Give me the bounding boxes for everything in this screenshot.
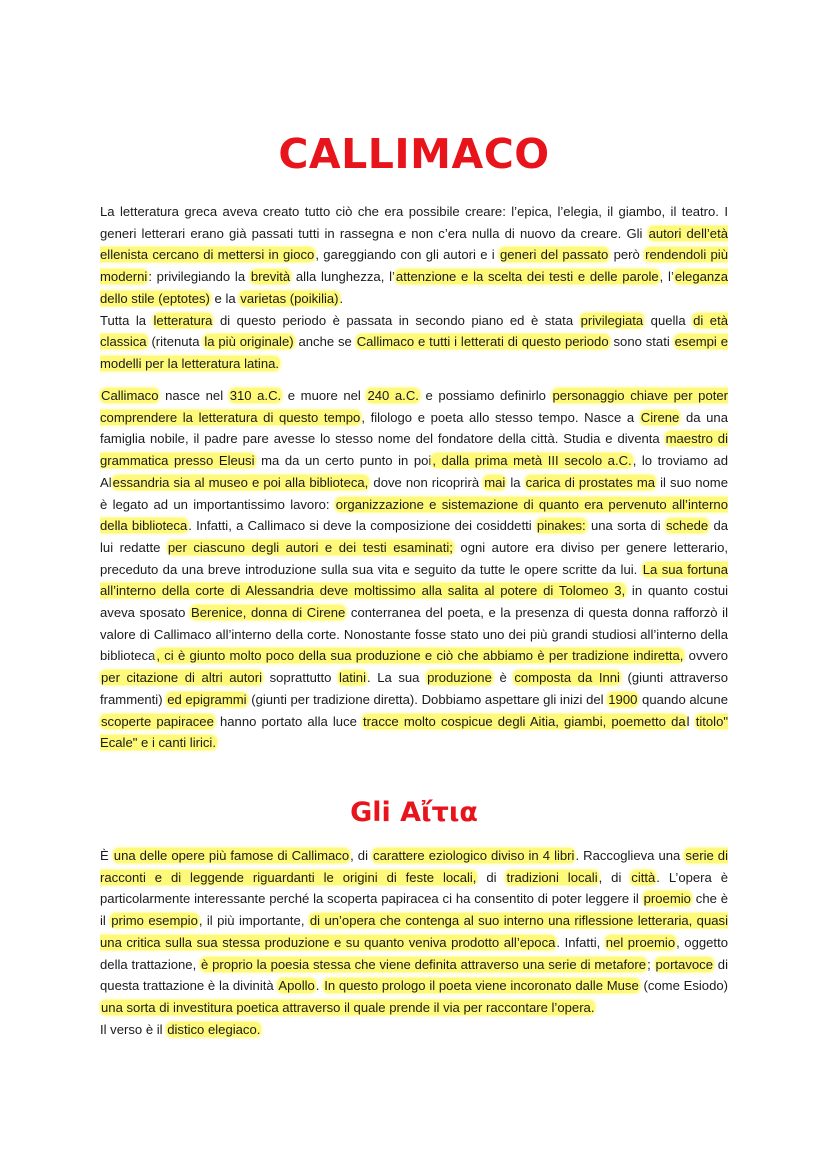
highlighted-text: autori dell’età ellenista cercano di mettersi in gioco bbox=[100, 225, 728, 263]
text-run: la bbox=[506, 474, 525, 490]
highlighted-text: esempi e modelli per la letteratura latina. bbox=[100, 334, 728, 371]
highlighted-text: personaggio chiave per poter comprendere la letteratura di questo tempo bbox=[100, 388, 729, 425]
text-run: , di bbox=[598, 869, 631, 885]
highlighted-text: attenzione e la scelta dei testi e delle parole bbox=[395, 269, 659, 285]
text-run: hanno portato alla luce bbox=[214, 713, 363, 729]
text-run: (giunti attraverso frammenti) bbox=[100, 670, 729, 707]
paragraph bbox=[100, 201, 728, 310]
text-run: sono stati bbox=[609, 334, 674, 350]
highlighted-text: tradizioni locali bbox=[506, 869, 598, 885]
highlighted-text: essandria sia al museo e poi alla biblioteca, bbox=[112, 474, 369, 490]
highlighted-text: latini bbox=[339, 670, 366, 686]
highlighted-text: 1900 bbox=[608, 691, 638, 707]
highlighted-text: rendendoli più moderni bbox=[100, 247, 728, 285]
text-run: di questo periodo è passata in secondo piano ed è stata bbox=[213, 312, 580, 328]
highlighted-text: nel proemio bbox=[605, 934, 676, 950]
text-run: (ritenuta bbox=[147, 334, 204, 350]
highlighted-text: carattere eziologico diviso in 4 libri bbox=[373, 848, 575, 863]
text-run: però bbox=[609, 247, 645, 263]
highlighted-text: eleganza dello stile (eptotes) bbox=[100, 269, 729, 306]
text-run: Il verso è il bbox=[100, 1021, 167, 1037]
highlighted-text: 310 a.C. bbox=[229, 388, 282, 403]
highlighted-text: Cirene bbox=[640, 409, 680, 425]
text-run: anche se bbox=[294, 334, 356, 350]
text-run: quella bbox=[644, 312, 693, 328]
highlighted-text: 240 a.C. bbox=[367, 388, 419, 403]
highlighted-text: letteratura bbox=[153, 312, 213, 328]
highlighted-text: In questo prologo il poeta viene incoronato dalle Muse bbox=[324, 978, 639, 994]
text-run: e la bbox=[210, 290, 240, 306]
text-run: nasce nel bbox=[159, 388, 229, 403]
highlighted-text: maestro di grammatica presso Eleusi bbox=[100, 431, 728, 469]
highlighted-text: portavoce bbox=[655, 956, 714, 972]
text-run: (come Esiodo) bbox=[639, 978, 729, 994]
highlighted-text: generi del passato bbox=[499, 247, 609, 263]
section-title: Gli Aἴτια bbox=[350, 797, 478, 828]
text-run: l bbox=[686, 713, 695, 729]
highlighted-text: per citazione di altri autori bbox=[101, 670, 262, 686]
highlighted-text: La sua fortuna all’interno della corte di Alessandria deve moltissimo alla salita al potere di Tolomeo 3, bbox=[100, 561, 728, 599]
text-run: ogni autore era diviso per genere letterario, preceduto da una breve introduzione sulla sua vita e seguito da tutte le opere scritte da lui. bbox=[100, 539, 729, 577]
highlighted-text: distico elegiaco. bbox=[167, 1021, 261, 1037]
text-run: , filologo e poeta allo stesso tempo. Nasce a bbox=[361, 409, 640, 425]
highlighted-text: ed epigrammi bbox=[167, 691, 247, 707]
highlighted-text: di un’opera che contenga al suo interno una riflessione letteraria, quasi una critica sulla sua stessa produzione e su quanto veniva prodotto all’epoca bbox=[100, 913, 728, 950]
highlighted-text: Callimaco bbox=[101, 388, 159, 403]
text-run: (giunti per tradizione diretta). Dobbiamo aspettare gli inizi del bbox=[247, 691, 608, 707]
text-run: . L’opera è particolarmente interessante perché la scoperta papiracea ci ha consentito di poter leggere il bbox=[100, 869, 728, 907]
highlighted-text: Callimaco e tutti i letterati di questo periodo bbox=[356, 334, 609, 350]
paragraph bbox=[100, 385, 728, 754]
highlighted-text: privilegiata bbox=[580, 312, 644, 328]
text-run: . Infatti, a Callimaco si deve la composizione dei cosiddetti bbox=[188, 518, 536, 534]
highlighted-text: Berenice, donna di Cirene bbox=[191, 605, 346, 621]
highlighted-text: , ci è giunto molto poco della sua produzione e ciò che abbiamo è per tradizione indiretta, bbox=[156, 648, 684, 664]
text-run: : privilegiando la bbox=[148, 269, 250, 285]
text-run: , l’ bbox=[659, 269, 674, 285]
text-run: . Infatti, bbox=[556, 934, 605, 950]
text-run: soprattutto bbox=[263, 670, 339, 686]
paragraph bbox=[100, 845, 728, 1019]
text-run: , gareggiando con gli autori e i bbox=[315, 247, 499, 263]
highlighted-text: , dalla prima metà III secolo a.C. bbox=[432, 453, 632, 469]
highlighted-text: scoperte papiracee bbox=[101, 713, 214, 729]
text-run: in quanto costui aveva sposato bbox=[100, 583, 729, 621]
text-run: Tutta la bbox=[100, 312, 153, 328]
text-run: . bbox=[315, 978, 324, 994]
text-run: e muore nel bbox=[282, 388, 367, 403]
highlighted-text: serie di racconti e di leggende riguardanti le origini di feste locali, bbox=[100, 848, 729, 885]
highlighted-text: brevità bbox=[250, 269, 291, 285]
text-run: . La sua bbox=[366, 670, 427, 686]
text-run: È bbox=[100, 848, 113, 863]
text-run: alla lunghezza, l’ bbox=[291, 269, 395, 285]
text-run: ovvero bbox=[684, 648, 728, 664]
highlighted-text: carica di prostates ma bbox=[525, 474, 656, 490]
text-run: , oggetto della trattazione, bbox=[100, 934, 728, 972]
highlighted-text: pinakes: bbox=[536, 518, 586, 534]
intro-section bbox=[100, 201, 728, 375]
text-run: ; bbox=[647, 956, 655, 972]
text-run: di questa trattazione è la divinità bbox=[100, 956, 728, 994]
aitia-section bbox=[100, 845, 728, 1040]
highlighted-text: primo esempio bbox=[111, 913, 198, 929]
text-run: una sorta di bbox=[586, 518, 665, 534]
text-run: è bbox=[492, 670, 514, 686]
highlighted-text: una sorta di investitura poetica attraverso il quale prende il via per raccontare l’opera. bbox=[101, 999, 595, 1015]
highlighted-text: la più originale) bbox=[204, 334, 294, 350]
highlighted-text: per ciascuno degli autori e dei testi esaminati; bbox=[167, 539, 453, 555]
highlighted-text: città bbox=[631, 869, 656, 885]
text-run: da una famiglia nobile, il padre pare avesse lo stesso nome del fondatore della città. Studia e diventa bbox=[100, 409, 729, 447]
highlighted-text: mai bbox=[484, 474, 506, 490]
highlighted-text: titolo" Ecale" e i canti lirici. bbox=[100, 713, 728, 751]
text-run: ma da un certo punto in poi bbox=[255, 453, 432, 469]
text-run: . bbox=[339, 290, 344, 306]
text-run: che è il bbox=[100, 891, 728, 929]
text-run: conterranea del poeta, e la presenza di questa donna rafforzò il valore di Callimaco all’interno della corte. Nonostante fosse stato uno dei più grandi studiosi all’interno della biblioteca bbox=[100, 605, 728, 664]
highlighted-text: tracce molto cospicue degli Aitia, giambi, poemetto da bbox=[363, 713, 686, 729]
highlighted-text: proemio bbox=[643, 891, 691, 907]
text-run: di bbox=[477, 869, 506, 885]
highlighted-text: Apollo bbox=[278, 978, 315, 994]
text-run: e possiamo definirlo bbox=[419, 388, 552, 403]
text-run: il suo nome è legato ad un importantissimo lavoro: bbox=[100, 474, 728, 512]
text-run: , lo troviamo ad Al bbox=[100, 453, 728, 490]
text-run: da lui redatte bbox=[100, 518, 729, 555]
biography-section bbox=[100, 385, 728, 754]
text-run: La letteratura greca aveva creato tutto ciò che era possibile creare: l’epica, l’elegia, il giambo, il teatro. I generi letterari erano già passati tutti in rassegna e non c’era nulla di nuovo da creare. Gli bbox=[100, 204, 728, 241]
text-run: , il più importante, bbox=[198, 913, 309, 929]
text-run: . Raccoglieva una bbox=[575, 848, 685, 863]
text-run: , di bbox=[350, 848, 373, 863]
highlighted-text: una delle opere più famose di Callimaco bbox=[113, 848, 350, 863]
paragraph bbox=[100, 1019, 728, 1041]
highlighted-text: composta da Inni bbox=[514, 670, 620, 686]
highlighted-text: varietas (poikilia) bbox=[240, 290, 339, 306]
highlighted-text: produzione bbox=[427, 670, 492, 686]
paragraph bbox=[100, 310, 728, 375]
text-run: dove non ricoprirà bbox=[369, 474, 484, 490]
text-run: quando alcune bbox=[638, 691, 728, 707]
highlighted-text: organizzazione e sistemazione di quanto era pervenuto all’interno della biblioteca bbox=[100, 496, 728, 534]
highlighted-text: schede bbox=[665, 518, 709, 534]
highlighted-text: è proprio la poesia stessa che viene definita attraverso una serie di metafore bbox=[201, 956, 647, 972]
highlighted-text: di età classica bbox=[100, 312, 728, 350]
page-title: CALLIMACO bbox=[278, 130, 550, 178]
